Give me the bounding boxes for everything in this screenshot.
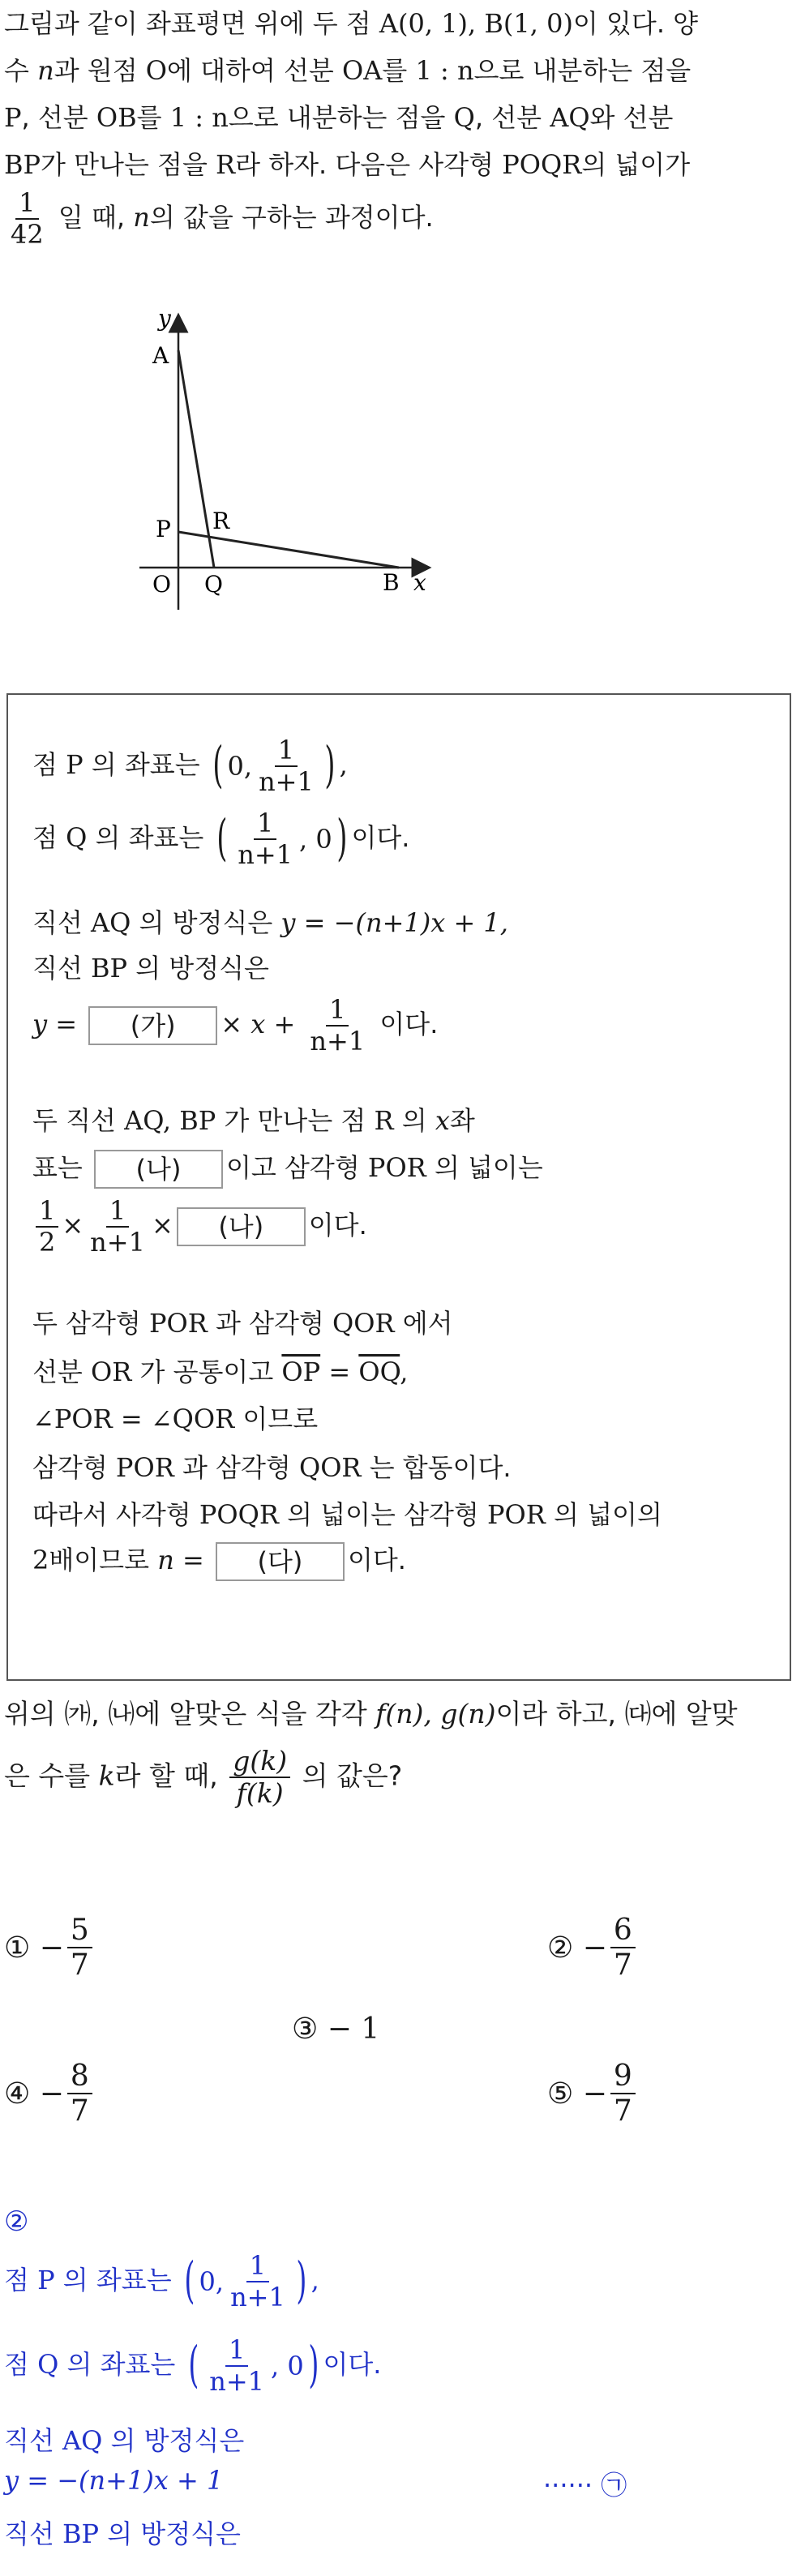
box-row-6	[32, 1100, 475, 1138]
point-q: Q	[37, 2348, 59, 2380]
box-text: 는 합동이다.	[361, 1452, 512, 1483]
box-row-9	[32, 1303, 453, 1340]
box-text: 이다.	[351, 821, 410, 853]
triangle-por: POR	[487, 1499, 546, 1530]
box-text: 의 넓이는 삼각형	[278, 1499, 487, 1530]
lines-aq-bp: AQ, BP	[124, 1105, 216, 1136]
coord-p: ( 0, $\frac{1}{n+1}$ )	[212, 735, 336, 797]
box-text: 삼각형	[32, 1452, 116, 1483]
segment-aq: AQ	[91, 907, 131, 938]
fraction-numerator: 1	[36, 1196, 58, 1228]
box-text: 이고 삼각형	[226, 1152, 368, 1183]
question-text: 위의 ㈎, ㈏에 알맞은 식을 각각	[4, 1698, 376, 1729]
problem-line-5	[4, 188, 799, 250]
angle-equality: ∠POR = ∠QOR	[32, 1404, 235, 1434]
solution-text: 의 방정식은	[102, 2425, 245, 2456]
problem-text: 으로 내분하는 점을	[228, 102, 454, 133]
box-text: 의 방정식은	[131, 907, 281, 938]
fraction-numerator: 5	[67, 1914, 92, 1948]
problem-text: 라 하자. 다음은 사각형	[235, 149, 503, 180]
problem-text: , 선분	[474, 102, 550, 133]
triangle-por: POR	[149, 1308, 208, 1339]
question-line-2	[4, 1746, 799, 1809]
problem-line-2	[4, 47, 799, 94]
fraction-numerator: 1	[254, 808, 276, 840]
solution-text: 의 좌표는	[54, 2264, 180, 2295]
solution-line-1	[4, 2251, 319, 2312]
segment-or: OR	[91, 1357, 132, 1387]
coord-y: , 0	[271, 2350, 304, 2381]
solution-text: 점	[4, 2348, 38, 2380]
label-q: Q	[204, 571, 223, 598]
box-row-11	[32, 1399, 318, 1436]
fraction-denominator: 42	[11, 219, 44, 250]
triangle-por: POR	[367, 1152, 426, 1183]
fraction	[306, 995, 368, 1057]
fraction-numerator: 1	[275, 735, 298, 767]
problem-text: 일 때,	[49, 202, 134, 233]
quad-poqr: POQR	[502, 149, 582, 180]
equation-tag: ······ ㉠	[543, 2470, 627, 2501]
times-sign: ×	[151, 1209, 173, 1241]
solution-text: 의 방정식은	[99, 2518, 241, 2549]
points-ab: A(0, 1), B(1, 0)	[379, 8, 573, 39]
solution-line-4	[4, 2465, 223, 2496]
segment-oq: $\overline{OQ}$	[358, 1357, 400, 1387]
fraction	[36, 1196, 58, 1258]
coord-p: ( 0, $\frac{1}{n+1}$ )	[184, 2250, 307, 2312]
fraction-numerator: 1	[106, 1196, 129, 1228]
fraction	[610, 2060, 636, 2128]
fraction	[234, 808, 296, 870]
box-row-3	[32, 902, 508, 940]
box-text: 점	[32, 821, 66, 853]
problem-text: 의 넓이가	[581, 149, 691, 180]
box-row-2	[32, 808, 409, 870]
question-line-1	[4, 1691, 799, 1738]
ratio: 1 : n	[415, 55, 474, 86]
coord-x: 0,	[227, 750, 253, 782]
comma: ,	[310, 2264, 319, 2295]
fraction-numerator: g(k)	[229, 1746, 290, 1778]
segment-ob: OB	[96, 102, 137, 133]
label-o: O	[152, 571, 171, 598]
segment-oa: OA	[342, 55, 383, 86]
var-x: x	[435, 1105, 450, 1136]
choice-mark: ⑤	[547, 2077, 574, 2111]
blank-na: (나)	[94, 1150, 223, 1189]
box-text: 두 삼각형	[32, 1308, 149, 1339]
box-text: 의 좌표는	[83, 748, 208, 780]
solution-text: 직선	[4, 2425, 62, 2456]
number-2: 2	[32, 1545, 49, 1575]
triangle-qor: QOR	[332, 1308, 395, 1339]
problem-text: 의 값을 구하는 과정이다.	[149, 202, 434, 233]
problem-text: 에 대하여 선분	[167, 55, 343, 86]
problem-text: , 선분	[21, 102, 96, 133]
question	[4, 1691, 799, 1809]
point-p: P	[4, 102, 22, 133]
var-n: n =	[157, 1545, 212, 1575]
box-text: 의 방정식은	[127, 953, 269, 984]
fraction	[255, 735, 317, 797]
fraction-denominator: n+1	[209, 2365, 265, 2397]
fraction-denominator: f(k)	[236, 1777, 284, 1809]
solution-answer: ②	[4, 2205, 29, 2238]
segment-bp: BP	[62, 2518, 100, 2549]
box-text: 이므로	[234, 1404, 319, 1434]
coordinate-figure	[130, 308, 454, 616]
minus-sign: −	[39, 2077, 64, 2111]
box-text: 과 삼각형	[173, 1452, 299, 1483]
fraction	[67, 2060, 92, 2128]
fraction-denominator: 2	[39, 1226, 56, 1258]
box-row-10	[32, 1352, 408, 1389]
fraction-numerator: 1	[225, 2335, 248, 2367]
fraction-denominator: 7	[613, 2094, 632, 2128]
problem-text: 가 만나는 점을	[41, 149, 216, 180]
solution-text: 점	[4, 2264, 38, 2295]
box-text: 의 넓이는	[426, 1152, 543, 1183]
equals-sign: =	[320, 1357, 359, 1387]
label-a: A	[152, 342, 169, 369]
var-n: n	[37, 55, 54, 86]
box-row-4	[32, 948, 269, 985]
fraction	[227, 2251, 289, 2312]
problem-text: 수	[4, 55, 38, 86]
problem-line-4	[4, 141, 799, 188]
box-row-13	[32, 1494, 662, 1532]
fraction-denominator: n+1	[238, 838, 293, 870]
proof-box	[6, 693, 791, 1681]
var-k: k	[98, 1759, 115, 1792]
fraction-numerator: 6	[610, 1914, 636, 1948]
problem-text: 를	[382, 55, 416, 86]
equation-lhs: y =	[32, 1008, 86, 1039]
box-text: 의 좌표는	[87, 821, 212, 853]
label-p: P	[156, 516, 171, 542]
box-text: 이다.	[308, 1209, 367, 1241]
question-text: 의 값은?	[293, 1759, 403, 1792]
fraction-denominator: n+1	[90, 1226, 145, 1258]
solution-line-3	[4, 2420, 244, 2458]
point-r: R	[216, 149, 236, 180]
box-text: 가 만나는 점	[216, 1105, 375, 1136]
fraction-gk-fk	[229, 1746, 290, 1809]
point-q: Q	[453, 102, 475, 133]
fraction-denominator: n+1	[230, 2281, 285, 2312]
segment-op: $\overline{OP}$	[281, 1357, 321, 1387]
minus-sign: −	[327, 2012, 352, 2046]
blank-ga: (가)	[88, 1006, 217, 1045]
box-row-5	[32, 995, 438, 1057]
comma: ,	[400, 1357, 409, 1387]
equation-aq: y = −(n+1)x + 1,	[280, 907, 508, 938]
fraction	[87, 1196, 148, 1258]
fraction-numerator: 1	[15, 188, 38, 220]
times-sign: ×	[62, 1209, 84, 1241]
segment-aq: AQ	[62, 2425, 103, 2456]
label-r: R	[212, 508, 230, 534]
minus-sign: −	[582, 1931, 607, 1965]
fraction-denominator: 7	[613, 1948, 632, 1982]
choice-1[interactable]	[4, 1914, 96, 1982]
box-text: 따라서 사각형	[32, 1499, 199, 1530]
comma: ,	[339, 748, 348, 780]
problem-text: 와 선분	[589, 102, 674, 133]
box-row-7	[32, 1147, 543, 1189]
box-row-14	[32, 1540, 406, 1581]
choice-mark: ②	[547, 1931, 574, 1965]
box-text: 에서	[394, 1308, 453, 1339]
fraction-numerator: 1	[326, 995, 349, 1027]
triangle-por: POR	[115, 1452, 174, 1483]
problem-statement	[4, 0, 799, 250]
box-row-8	[32, 1196, 367, 1258]
fraction-denominator: 7	[70, 1948, 89, 1982]
box-text: 직선	[32, 953, 91, 984]
point-o: O	[145, 55, 168, 86]
question-text: 이라 하고, ㈐에 알맞	[495, 1698, 738, 1729]
choice-mark: ③	[292, 2012, 319, 2046]
problem-text: 그림과 같이 좌표평면 위에 두 점	[4, 8, 379, 39]
y-axis-label: y	[158, 308, 171, 332]
choice-value: 1	[361, 2012, 380, 2046]
fraction-numerator: 9	[610, 2060, 636, 2094]
segment-aq: AQ	[550, 102, 590, 133]
fraction-numerator: 1	[246, 2251, 269, 2282]
box-text: 의	[393, 1105, 435, 1136]
blank-na: (나)	[177, 1207, 306, 1246]
box-text: 가 공통이고	[131, 1357, 282, 1387]
solution-text: 의 좌표는	[58, 2348, 184, 2380]
quad-poqr: POQR	[199, 1499, 279, 1530]
box-row-1	[32, 735, 348, 797]
box-text: 두 직선	[32, 1105, 125, 1136]
choice-mark: ①	[4, 1931, 31, 1965]
fraction-denominator: n+1	[310, 1025, 366, 1057]
point-q: Q	[66, 821, 88, 853]
choice-4[interactable]	[4, 2060, 96, 2128]
problem-line-1	[4, 0, 799, 47]
problem-text: 과 원점	[54, 55, 146, 86]
solution-text: 이다.	[323, 2348, 382, 2380]
var-n: n	[133, 202, 150, 233]
box-text: 선분	[32, 1357, 91, 1387]
choice-3[interactable]	[292, 2012, 379, 2046]
problem-text: 를	[136, 102, 170, 133]
coord-x: 0,	[199, 2265, 225, 2297]
label-b: B	[383, 569, 400, 596]
box-row-12	[32, 1447, 512, 1485]
blank-da: (다)	[216, 1542, 345, 1581]
choice-5[interactable]	[547, 2060, 639, 2128]
box-text: 배이므로	[49, 1545, 158, 1575]
equation-aq: y = −(n+1)x + 1	[4, 2465, 224, 2496]
triangle-qor: QOR	[298, 1452, 362, 1483]
box-text: 표는	[32, 1152, 91, 1183]
problem-line-3	[4, 94, 799, 141]
choice-mark: ④	[4, 2077, 31, 2111]
question-text: 은 수를	[4, 1759, 99, 1792]
fraction-denominator: n+1	[259, 765, 314, 797]
ratio: 1 : n	[169, 102, 229, 133]
fraction	[206, 2335, 268, 2397]
x-axis-label: x	[413, 569, 426, 596]
box-text: 이다.	[347, 1545, 406, 1575]
point-p: P	[66, 748, 83, 780]
coord-q: ( $\frac{1}{n+1}$ , 0 )	[187, 2334, 319, 2397]
coord-q: ( $\frac{1}{n+1}$ , 0 )	[216, 808, 348, 870]
segment-bp: BP	[4, 149, 41, 180]
fraction	[610, 1914, 636, 1982]
coord-y: , 0	[299, 823, 332, 855]
box-text: 이다.	[371, 1008, 439, 1039]
box-text: 점	[32, 748, 66, 780]
segment-bp: BP	[91, 953, 128, 984]
fraction-1-42	[7, 188, 47, 250]
minus-sign: −	[582, 2077, 607, 2111]
solution-line-2	[4, 2335, 381, 2397]
problem-text: 이 있다. 양	[572, 8, 699, 39]
question-text: 라 할 때,	[114, 1759, 227, 1792]
box-text: 직선	[32, 907, 91, 938]
fraction	[67, 1914, 92, 1982]
solution-text: 직선	[4, 2518, 62, 2549]
solution-line-5	[4, 2514, 241, 2551]
box-text: 좌	[449, 1105, 475, 1136]
fraction-denominator: 7	[70, 2094, 89, 2128]
functions-fg: f(n), g(n)	[375, 1698, 496, 1729]
minus-sign: −	[39, 1931, 64, 1965]
point-r: R	[374, 1105, 394, 1136]
fraction-numerator: 8	[67, 2060, 92, 2094]
point-p: P	[37, 2264, 55, 2295]
box-text: 의 넓이의	[545, 1499, 662, 1530]
problem-text: 으로 내분하는 점을	[473, 55, 692, 86]
equation-term: × x +	[221, 1008, 304, 1039]
choice-2[interactable]	[547, 1914, 639, 1982]
box-text: 과 삼각형	[207, 1308, 333, 1339]
